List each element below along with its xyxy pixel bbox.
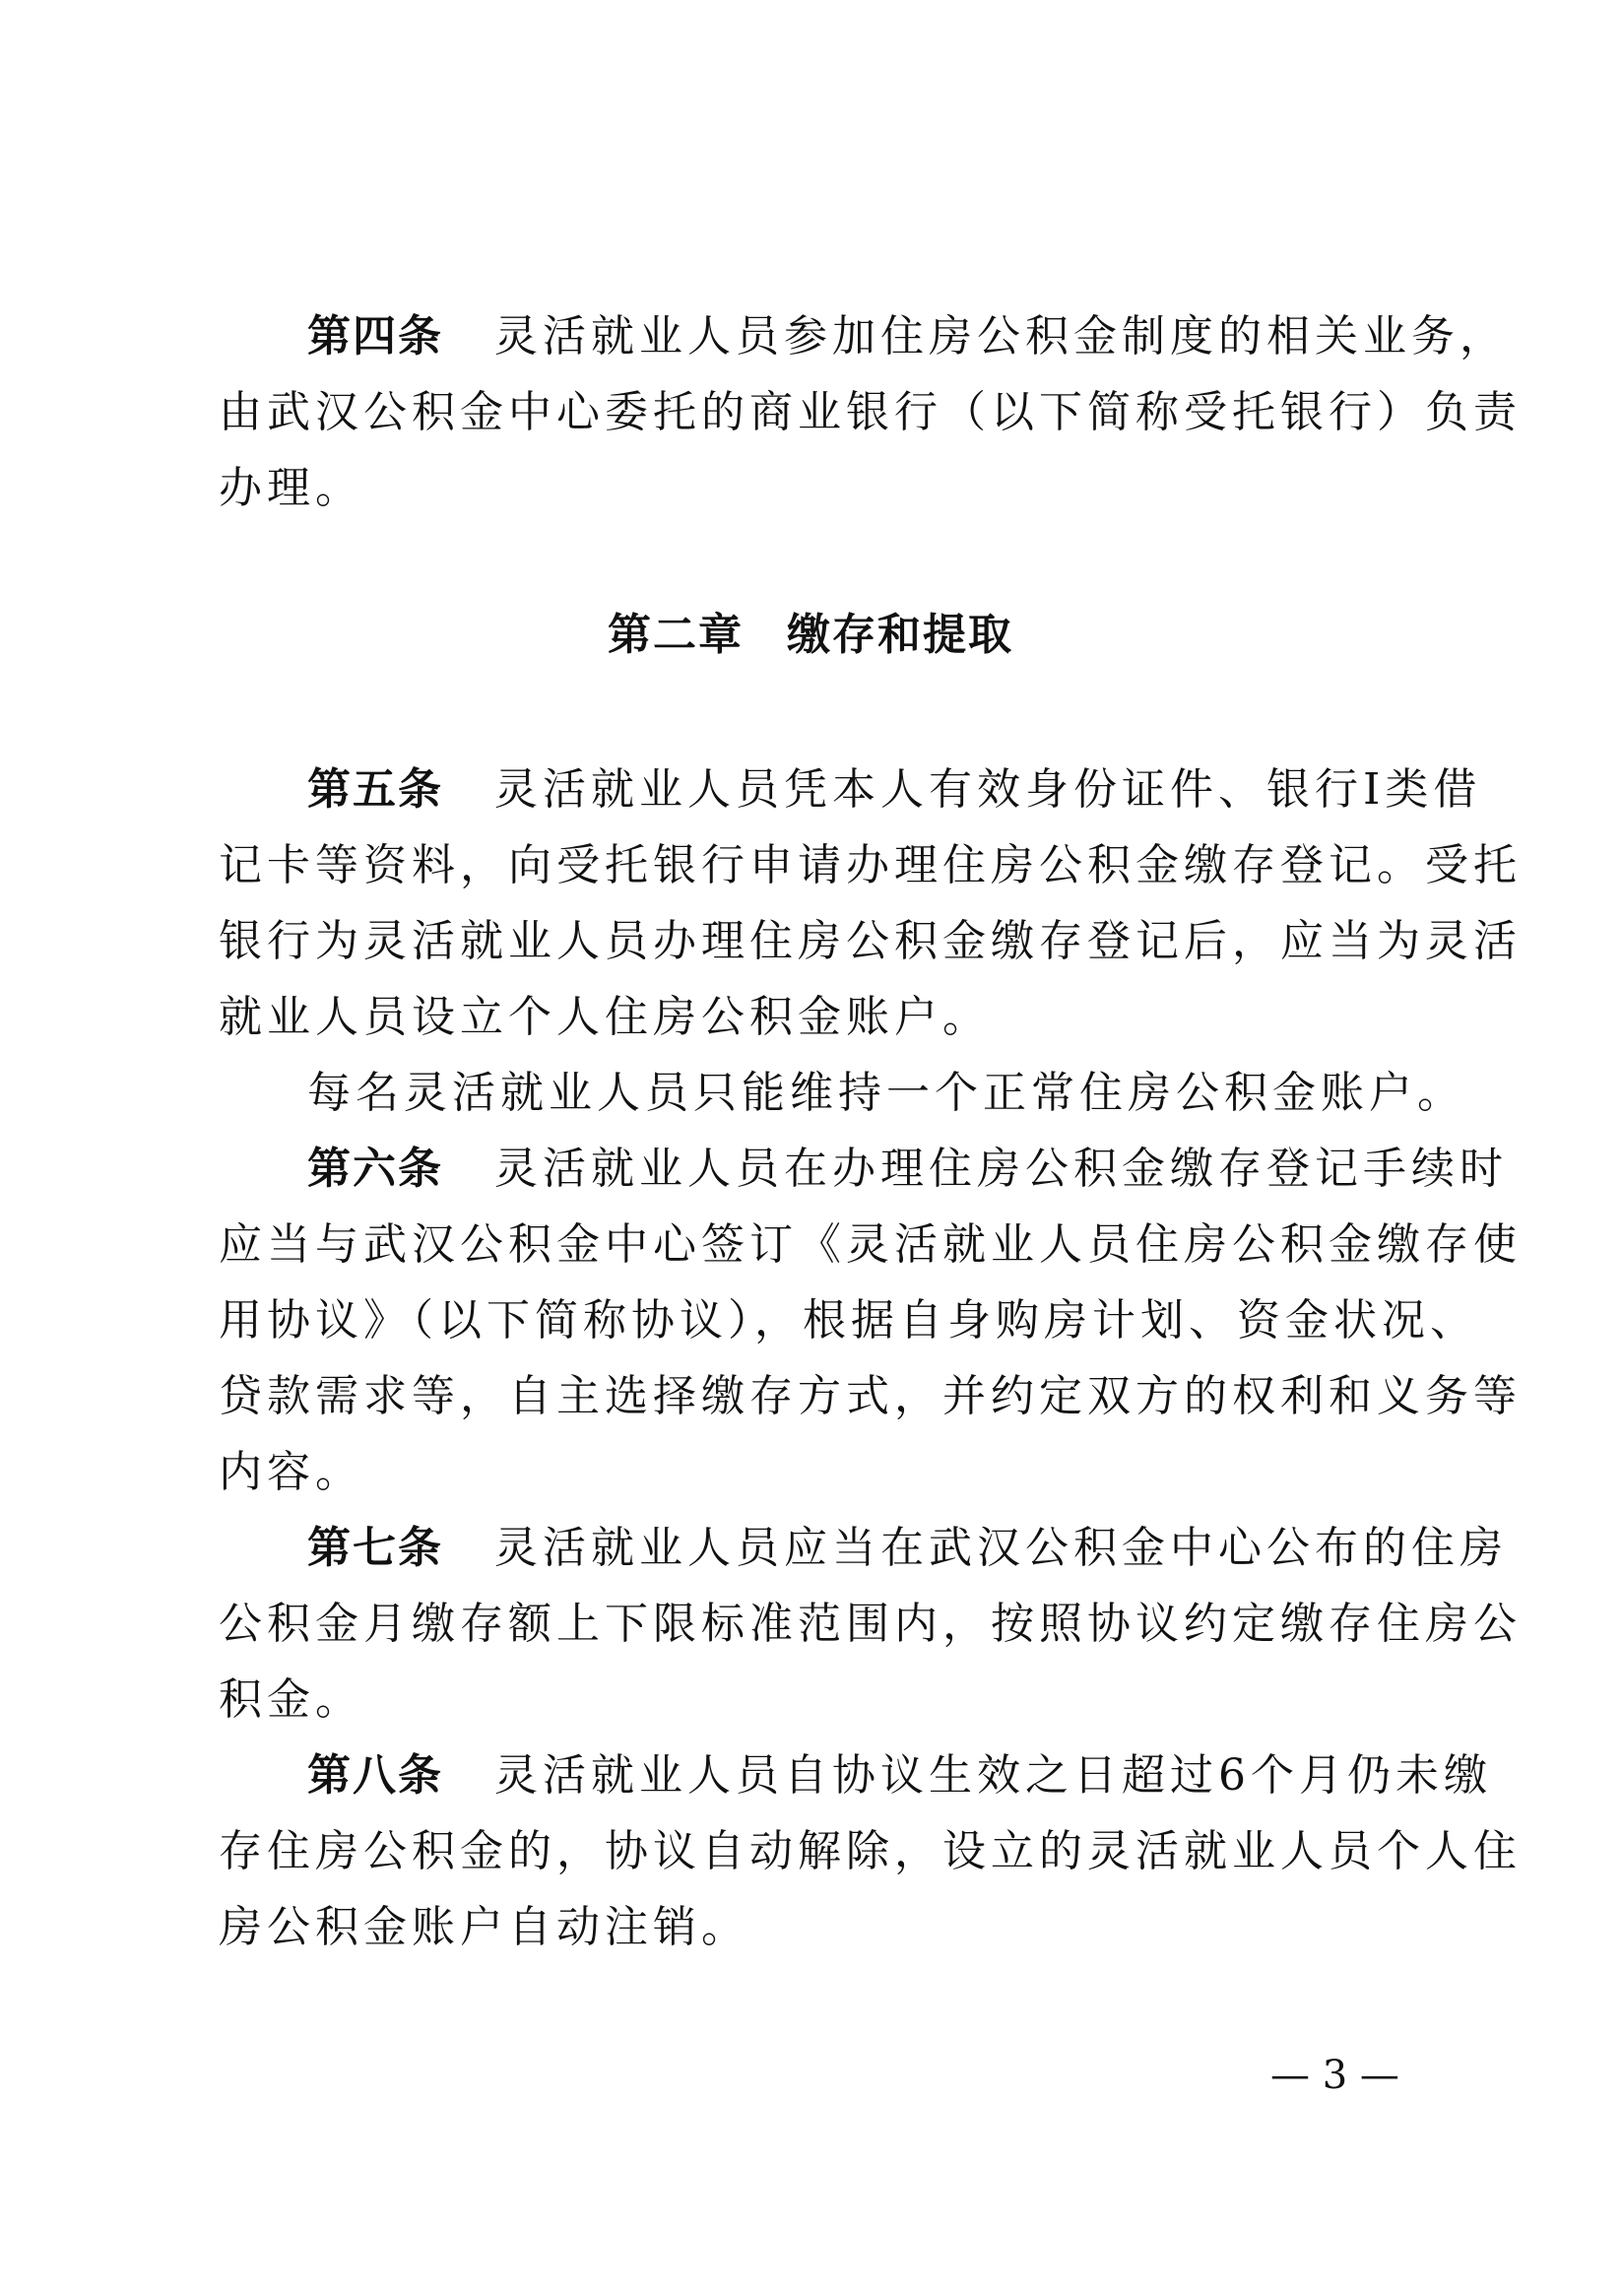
article7-line3: 积金。 [219, 1674, 363, 1725]
page-number: — 3 — [1270, 2053, 1399, 2098]
article5-heading: 第五条 [307, 764, 443, 815]
article4-line1 [307, 307, 1508, 366]
chapter-number: 第二章 [608, 610, 744, 660]
article8-heading: 第八条 [307, 1750, 443, 1801]
article6-heading: 第六条 [307, 1144, 443, 1194]
article4-line2: 由武汉公积金中心委托的商业银行（以下简称受托银行）负责 [219, 387, 1522, 437]
chapter-heading [0, 606, 1621, 665]
article6-line3: 用协议》（以下简称协议），根据自身购房计划、资金状况、 [219, 1295, 1478, 1345]
article6-line1 [307, 1140, 1508, 1199]
article5-text-1: 灵活就业人员凭本人有效身份证件、银行Ⅰ类借 [494, 764, 1482, 815]
article7-line2: 公积金月缴存额上下限标准范围内，按照协议约定缴存住房公 [219, 1599, 1522, 1649]
article4-line3: 办理。 [219, 463, 363, 513]
article5-paragraph2: 每名灵活就业人员只能维持一个正常住房公积金账户。 [307, 1068, 1465, 1118]
article6-line5: 内容。 [219, 1447, 363, 1497]
article5-line3: 银行为灵活就业人员办理住房公积金缴存登记后，应当为灵活 [219, 916, 1522, 966]
article8-line1 [307, 1746, 1492, 1805]
article6-text-1: 灵活就业人员在办理住房公积金缴存登记手续时 [494, 1144, 1508, 1194]
article4-text-1: 灵活就业人员参加住房公积金制度的相关业务， [494, 311, 1508, 361]
article7-heading: 第七条 [307, 1523, 443, 1573]
article8-line3: 房公积金账户自动注销。 [219, 1902, 749, 1952]
article4-heading: 第四条 [307, 311, 443, 361]
article6-line2: 应当与武汉公积金中心签订《灵活就业人员住房公积金缴存使 [219, 1219, 1522, 1270]
article8-line2: 存住房公积金的，协议自动解除，设立的灵活就业人员个人住 [219, 1826, 1522, 1876]
article8-text-1: 灵活就业人员自协议生效之日超过6个月仍未缴 [494, 1750, 1492, 1801]
chapter-title: 缴存和提取 [787, 610, 1013, 660]
article6-line4: 贷款需求等，自主选择缴存方式，并约定双方的权利和义务等 [219, 1371, 1522, 1421]
article7-line1 [307, 1519, 1508, 1578]
article5-line1 [307, 760, 1482, 820]
article5-line2: 记卡等资料，向受托银行申请办理住房公积金缴存登记。受托 [219, 840, 1522, 890]
article5-line4: 就业人员设立个人住房公积金账户。 [219, 992, 991, 1042]
article7-text-1: 灵活就业人员应当在武汉公积金中心公布的住房 [494, 1523, 1508, 1573]
